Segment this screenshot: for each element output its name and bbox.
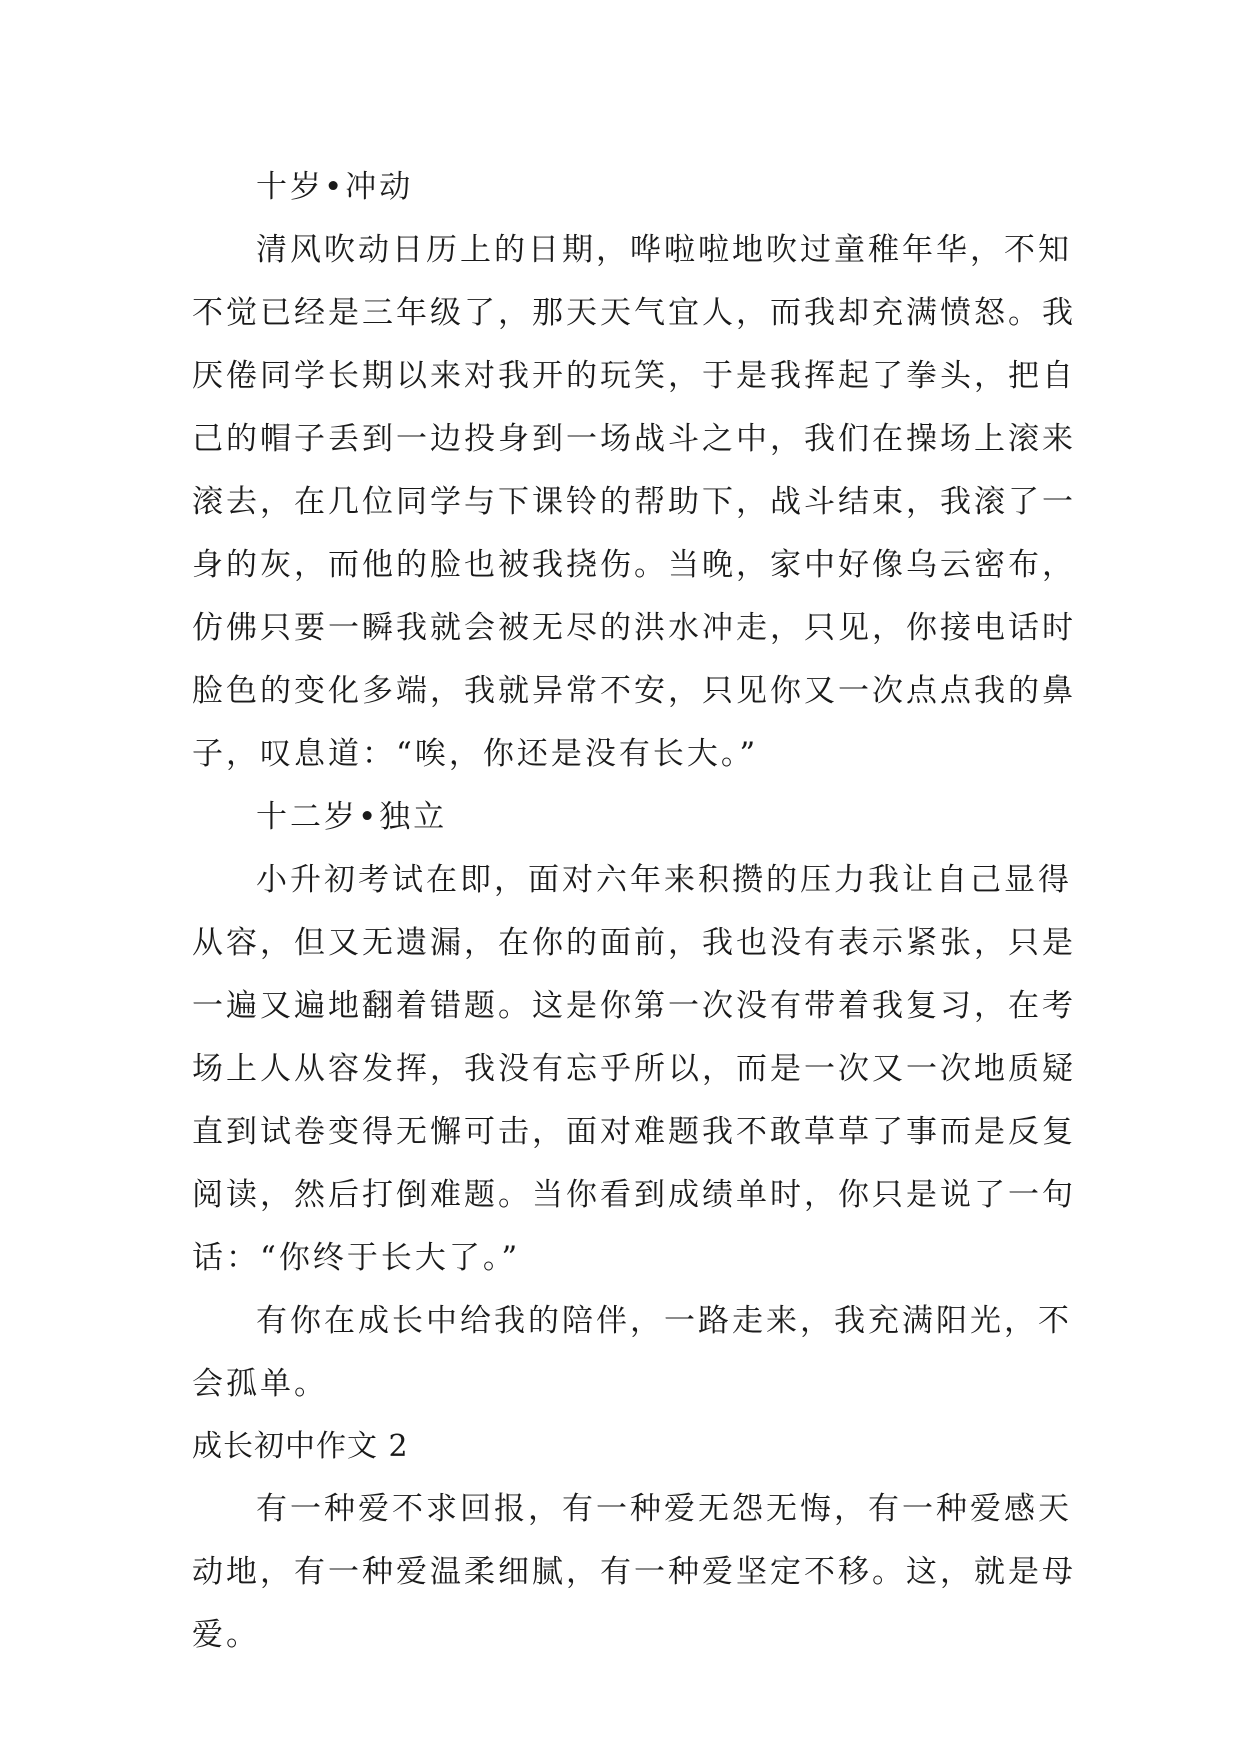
text-line: 十二岁•独立 [256,799,448,835]
text-line: 子，叹息道：“唉，你还是没有长大。” [192,736,759,772]
text-line: 话：“你终于长大了。” [192,1240,521,1276]
text-line: 阅读，然后打倒难题。当你看到成绩单时，你只是说了一句 [192,1177,1076,1213]
text-line: 动地，有一种爱温柔细腻，有一种爱坚定不移。这，就是母 [192,1554,1076,1590]
text-line: 脸色的变化多端，我就异常不安，只见你又一次点点我的鼻 [192,673,1076,709]
text-line: 身的灰，而他的脸也被我挠伤。当晚，家中好像乌云密布， [192,547,1076,583]
text-line: 场上人从容发挥，我没有忘乎所以，而是一次又一次地质疑 [192,1051,1076,1087]
text-line: 有你在成长中给我的陪伴，一路走来，我充满阳光，不 [256,1303,1072,1339]
essay-heading: 成长初中作文 2 [192,1429,409,1464]
text-line: 厌倦同学长期以来对我开的玩笑，于是我挥起了拳头，把自 [192,358,1076,394]
text-line: 会孤单。 [192,1366,328,1402]
text-line: 己的帽子丢到一边投身到一场战斗之中，我们在操场上滚来 [192,421,1076,457]
text-line: 爱。 [192,1617,260,1653]
document-page [192,156,1076,1667]
text-line: 直到试卷变得无懈可击，面对难题我不敢草草了事而是反复 [192,1114,1076,1150]
text-line: 从容，但又无遗漏，在你的面前，我也没有表示紧张，只是 [192,925,1076,961]
essay-body [192,156,1076,1416]
text-line: 小升初考试在即，面对六年来积攒的压力我让自己显得 [256,862,1072,898]
text-line: 仿佛只要一瞬我就会被无尽的洪水冲走，只见，你接电话时 [192,610,1076,646]
essay-body-2 [192,1478,1076,1667]
text-line: 滚去，在几位同学与下课铃的帮助下，战斗结束，我滚了一 [192,484,1076,520]
text-line: 清风吹动日历上的日期，哗啦啦地吹过童稚年华，不知 [256,232,1072,268]
text-line: 不觉已经是三年级了，那天天气宜人，而我却充满愤怒。我 [192,295,1076,331]
text-line: 有一种爱不求回报，有一种爱无怨无悔，有一种爱感天 [256,1491,1072,1527]
text-line: 一遍又遍地翻着错题。这是你第一次没有带着我复习，在考 [192,988,1076,1024]
text-line: 十岁•冲动 [256,169,414,205]
